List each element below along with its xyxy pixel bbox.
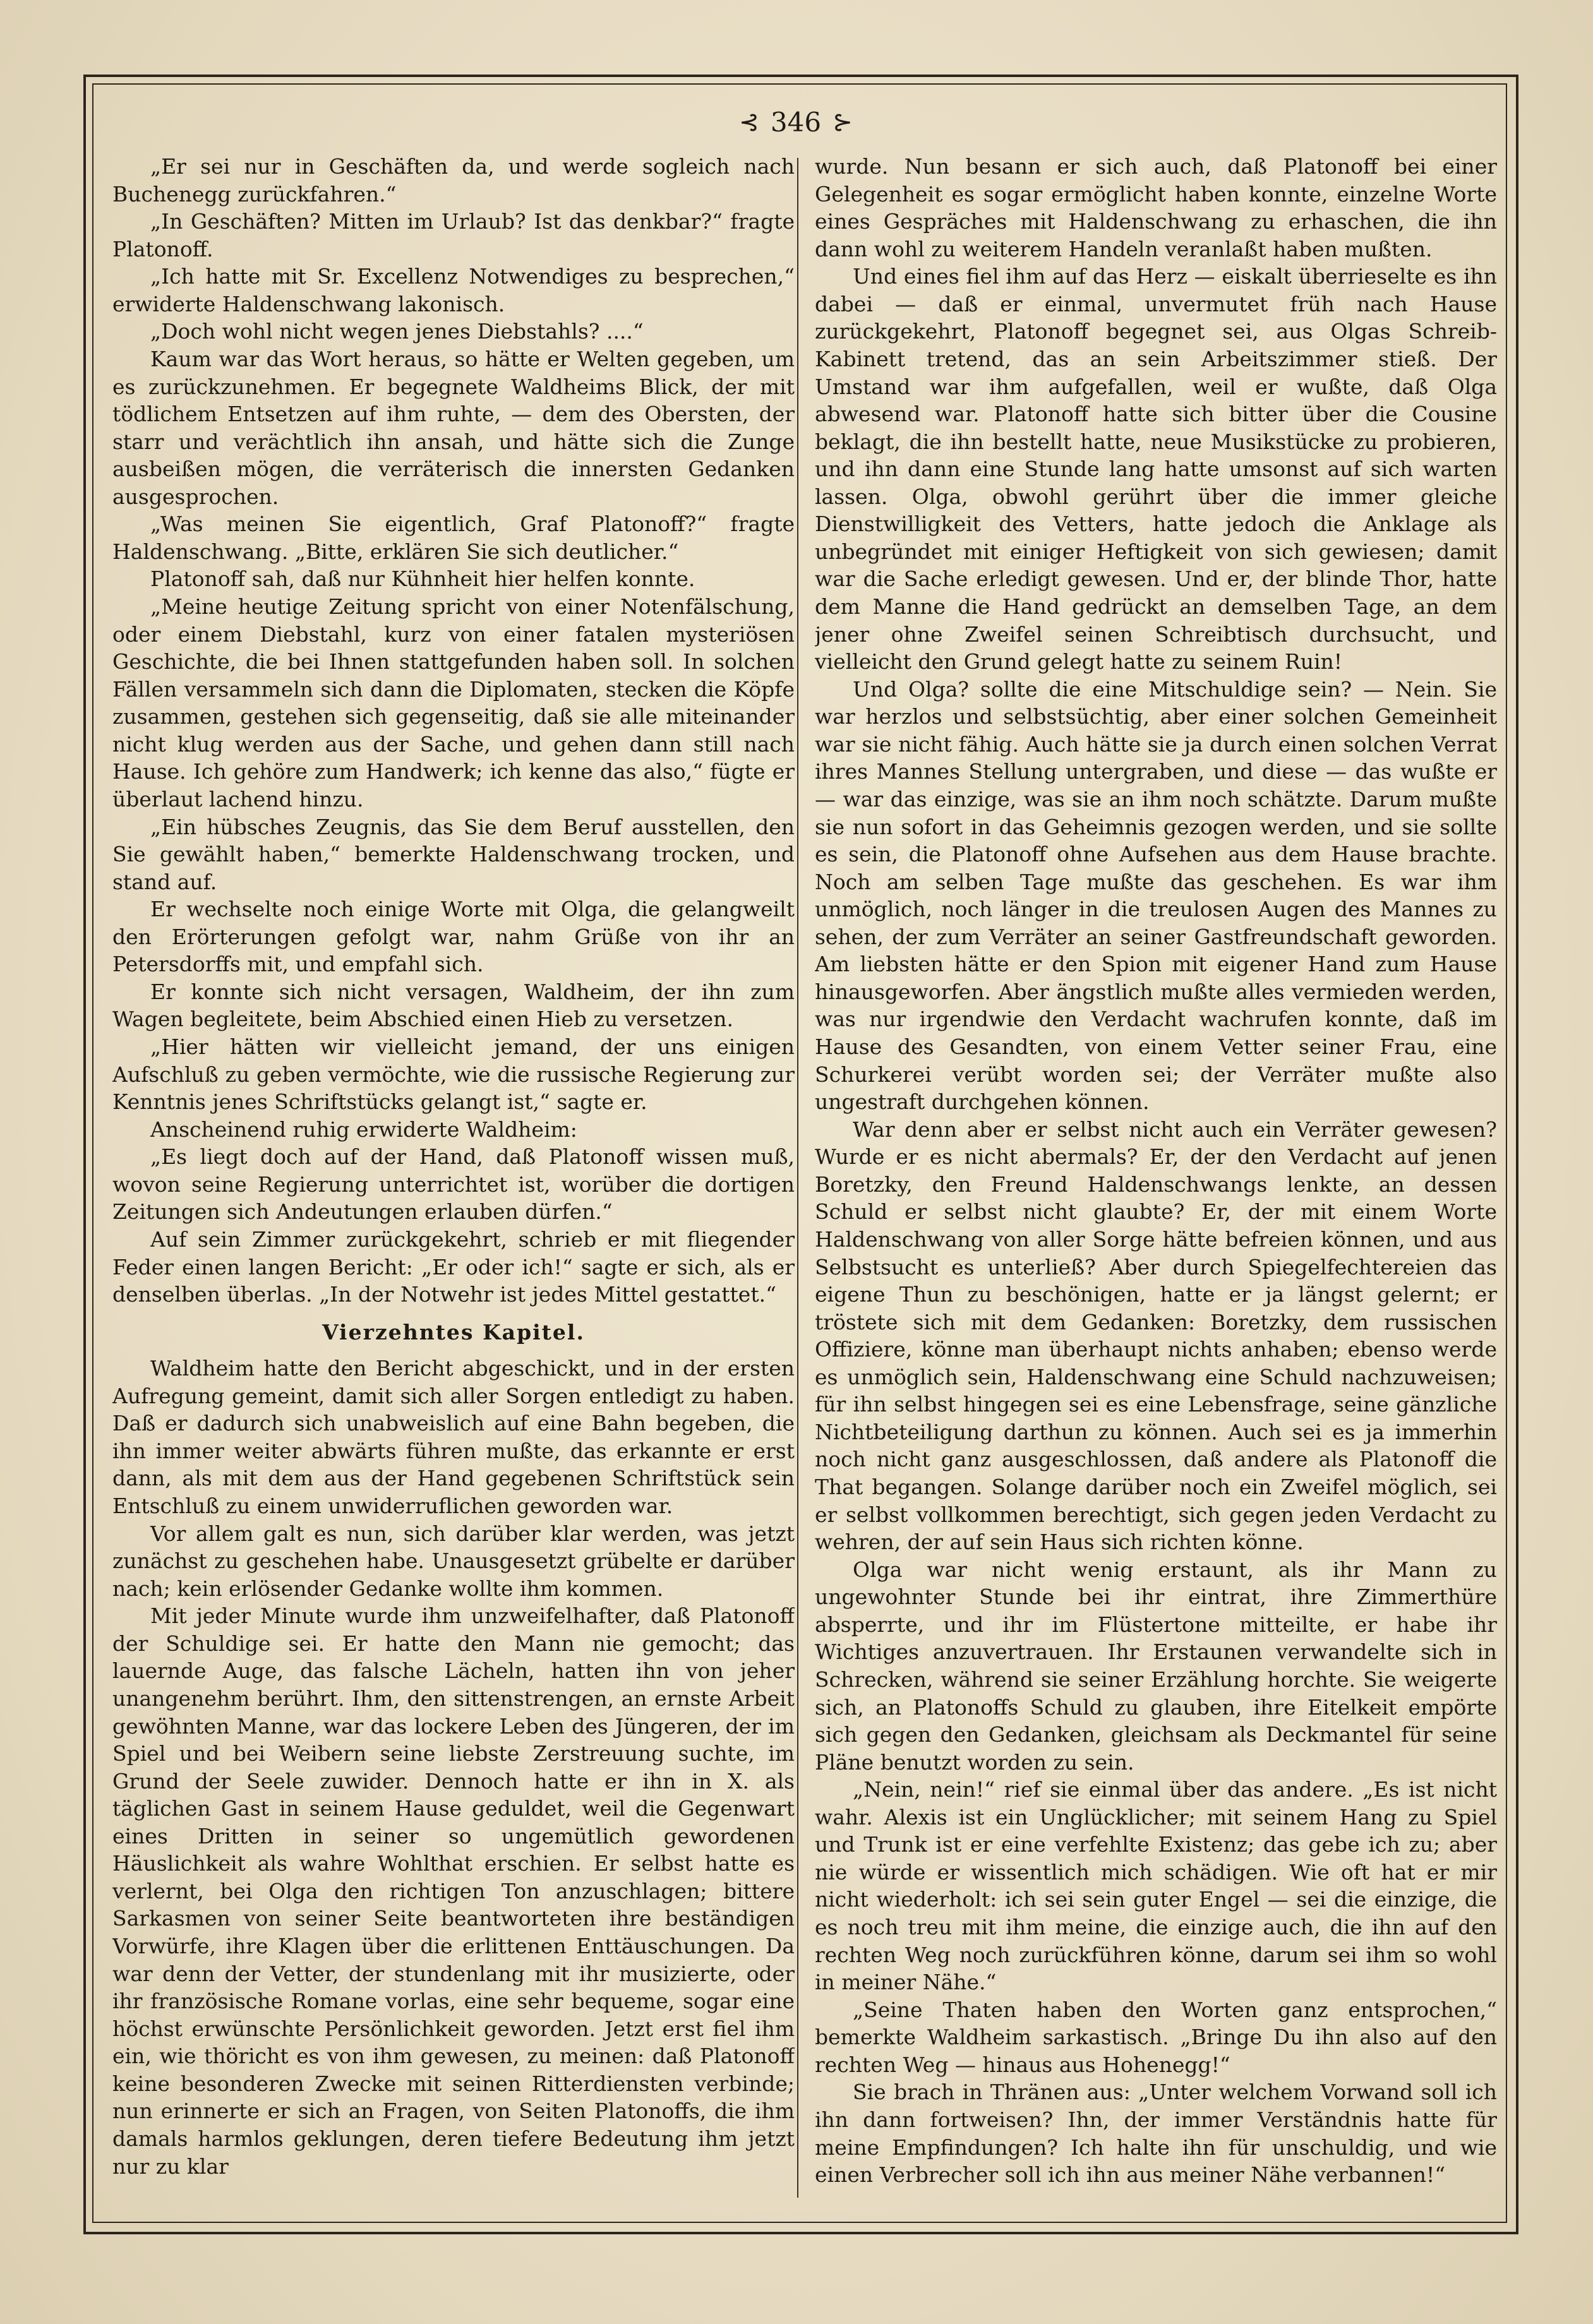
paragraph: Sie brach in Thränen aus: „Unter welchem Vorwand soll ich ihn dann fortweisen? Ihn, der immer Verständnis hatte für meine Empfindungen? Ich halte ihn für unschuldig, und wie einen Verbrecher soll ich ihn aus meiner Nähe verbannen!“ xyxy=(815,2080,1497,2188)
paragraph: wurde. Nun besann er sich auch, daß Platonoff bei einer Gelegenheit es sogar ermöglicht haben konnte, einzelne Worte eines Gespräches mit Haldenschwang zu erhaschen, die ihn dann wohl zu weiterem Handeln veranlaßt haben mußten. xyxy=(815,154,1497,261)
paragraph: Vor allem galt es nun, sich darüber klar werden, was jetzt zunächst zu geschehen habe. Unausgesetzt grübelte er darüber nach; kein erlösender Gedanke wollte ihm kommen. xyxy=(112,1521,795,1601)
paragraph: Platonoff sah, daß nur Kühnheit hier helfen konnte. xyxy=(150,566,695,592)
paragraph: „Hier hätten wir vielleicht jemand, der uns einigen Aufschluß zu geben vermöchte, wie die russische Regierung zur Kenntnis jenes Schriftstücks gelangt ist,“ sagte er. xyxy=(112,1034,795,1115)
ornament-right-icon: ⊱ xyxy=(833,108,853,136)
paragraph: Er wechselte noch einige Worte mit Olga, die gelangweilt den Erörterungen gefolgt war, nahm Grüße von ihr an Petersdorffs mit, und empfahl sich. xyxy=(112,897,795,977)
column-divider xyxy=(797,158,798,2198)
paragraph: „Was meinen Sie eigentlich, Graf Platonoff?“ fragte Haldenschwang. „Bitte, erklären Sie sich deutlicher.“ xyxy=(112,512,795,564)
paragraph: Und Olga? sollte die eine Mitschuldige sein? — Nein. Sie war herzlos und selbstsüchtig, aber einer solchen Gemeinheit war sie nicht fähig. Auch hätte sie ja durch einen solchen Verrat ihres Mannes Stellung untergraben, und diese — das wußte er — war das einzige, was sie an ihm noch schätzte. Darum mußte sie nun sofort in das Geheimnis gezogen werden, und sie sollte es sein, die Platonoff ohne Aufsehen aus dem Hause brachte. Noch am selben Tage mußte das geschehen. Es war ihm unmöglich, noch länger in die treulosen Augen des Mannes zu sehen, der zum Verräter an seiner Gastfreundschaft geworden. Am liebsten hätte er den Spion mit eigener Hand zum Hause hinausgeworfen. Aber ängstlich mußte alles vermieden werden, was nur irgendwie den Verdacht wachrufen konnte, daß im Hause des Gesandten, von einem Vetter seiner Frau, eine Schurkerei verübt worden sei; der Verräter mußte also ungestraft durchgehen können. xyxy=(815,676,1497,1115)
paragraph: „Nein, nein!“ rief sie einmal über das andere. „Es ist nicht wahr. Alexis ist ein Unglücklicher; mit seinem Hang zu Spiel und Trunk ist er eine verfehlte Existenz; das gebe ich zu; aber nie würde er wissentlich mich schädigen. Wie oft hat er mir nicht wiederholt: ich sei sein guter Engel — sei die einzige, die es noch treu mit ihm meine, die einzige auch, die ihn auf den rechten Weg noch zurückführen könne, darum sei ihm so wohl in meiner Nähe.“ xyxy=(815,1777,1497,1995)
paragraph: „Ich hatte mit Sr. Excellenz Notwendiges zu besprechen,“ erwiderte Haldenschwang lakonisch. xyxy=(112,264,795,316)
paragraph: War denn aber er selbst nicht auch ein Verräter gewesen? Wurde er es nicht abermals? Er, der den Verdacht auf jenen Boretzky, den Freund Haldenschwangs lenkte, an dessen Schuld er selbst nicht glaubte? Er, der mit einem Worte Haldenschwang von aller Sorge hätte befreien können, und aus Selbstsucht es unterließ? Aber durch Spiegelfechtereien das eigene Thun zu beschönigen, hatte er ja längst gelernt; er tröstete sich mit dem Gedanken: Boretzky, dem russischen Offiziere, könne man überhaupt nichts anhaben; ebenso werde es unmöglich sein, Haldenschwang eine Schuld nachzuweisen; für ihn selbst hingegen sei es eine Lebensfrage, seine gänzliche Nichtbeteiligung darthun zu können. Auch sei es ja immerhin noch nicht ganz ausgeschlossen, daß andere als Platonoff die That begangen. Solange darüber noch ein Zweifel möglich, sei er selbst vollkommen berechtigt, sich gegen jeden Verdacht zu wehren, der auf sein Haus sich richten könne. xyxy=(815,1117,1497,1555)
paragraph: Kaum war das Wort heraus, so hätte er Welten gegeben, um es zurückzunehmen. Er begegnete Waldheims Blick, der mit tödlichem Entsetzen auf ihm ruhte, — dem des Obersten, der starr und verächtlich ihn ansah, und hätte sich die Zunge ausbeißen mögen, die verräterisch die innersten Gedanken ausgesprochen. xyxy=(112,346,795,509)
page-number-header xyxy=(714,100,878,144)
paragraph: Olga war nicht wenig erstaunt, als ihr Mann zu ungewohnter Stunde bei ihr eintrat, ihre Zimmerthüre absperrte, und ihr im Flüstertone mitteilte, er habe ihr Wichtiges anzuvertrauen. Ihr Erstaunen verwandelte sich in Schrecken, während sie seiner Erzählung horchte. Sie weigerte sich, an Platonoffs Schuld zu glauben, ihre Eitelkeit empörte sich gegen den Gedanken, gleichsam als Deckmantel für seine Pläne benutzt worden zu sein. xyxy=(815,1557,1497,1775)
paragraph: „Ein hübsches Zeugnis, das Sie dem Beruf ausstellen, den Sie gewählt haben,“ bemerkte Haldenschwang trocken, und stand auf. xyxy=(112,814,795,894)
paragraph: „Doch wohl nicht wegen jenes Diebstahls? ....“ xyxy=(150,319,644,344)
paragraph: „Meine heutige Zeitung spricht von einer Notenfälschung, oder einem Diebstahl, kurz von einer fatalen mysteriösen Geschichte, die bei Ihnen stattgefunden haben soll. In solchen Fällen versammeln sich dann die Diplomaten, stecken die Köpfe zusammen, gestehen sich gegenseitig, daß sie alle miteinander nicht klug werden aus der Sache, und gehen dann still nach Hause. Ich gehöre zum Handwerk; ich kenne das also,“ fügte er überlaut lachend hinzu. xyxy=(112,594,795,812)
ornament-left-icon: ⊰ xyxy=(739,108,759,136)
paragraph: Und eines fiel ihm auf das Herz — eiskalt überrieselte es ihn dabei — daß er einmal, unvermutet früh nach Hause zurückgekehrt, Platonoff begegnet sei, aus Olgas Schreib-Kabinett tretend, das an sein Arbeitszimmer stieß. Der Umstand war ihm aufgefallen, weil er wußte, daß Olga abwesend war. Platonoff hatte sich bitter über die Cousine beklagt, die ihn bestellt hatte, neue Musikstücke zu probieren, und ihn dann eine Stunde lang hatte umsonst auf sich warten lassen. Olga, obwohl gerührt über die immer gleiche Dienstwilligkeit des Vetters, hatte jedoch die Anklage als unbegründet mit einiger Heftigkeit von sich gewiesen; damit war die Sache erledigt gewesen. Und er, der blinde Thor, hatte dem Manne die Hand gedrückt an demselben Tage, an dem jener ohne Zweifel seinen Schreibtisch durchsucht, und vielleicht den Grund gelegt hatte zu seinem Ruin! xyxy=(815,264,1497,674)
paragraph: Er konnte sich nicht versagen, Waldheim, der ihn zum Wagen begleitete, beim Abschied einen Hieb zu versetzen. xyxy=(112,979,795,1032)
paragraph: „Er sei nur in Geschäften da, und werde sogleich nach Buchenegg zurückfahren.“ xyxy=(112,154,795,207)
paragraph: Mit jeder Minute wurde ihm unzweifelhafter, daß Platonoff der Schuldige sei. Er hatte den Mann nie gemocht; das lauernde Auge, das falsche Lächeln, hatten ihn von jeher unangenehm berührt. Ihm, den sittenstrengen, an ernste Arbeit gewöhnten Manne, war das lockere Leben des Jüngeren, der im Spiel und bei Weibern seine liebste Zerstreuung suchte, im Grund der Seele zuwider. Dennoch hatte er ihn in X. als täglichen Gast in seinem Hause geduldet, weil die Gegenwart eines Dritten in seiner so ungemütlich gewordenen Häuslichkeit als wahre Wohlthat erschien. Er selbst hatte es verlernt, bei Olga den richtigen Ton anzuschlagen; bittere Sarkasmen von seiner Seite beantworteten ihre beständigen Vorwürfe, ihre Klagen über die erlittenen Enttäuschungen. Da war denn der Vetter, der stundenlang mit ihr musizierte, oder ihr französische Romane vorlas, eine sehr bequeme, sogar eine höchst erwünschte Persönlichkeit geworden. Jetzt erst fiel ihm ein, wie thöricht es von ihm gewesen, zu meinen: daß Platonoff keine besonderen Zwecke mit seinen Ritterdiensten verbinde; nun erinnerte er sich an Fragen, von Seiten Platonoffs, die ihm damals harmlos geklungen, deren tiefere Bedeutung ihm jetzt nur zu klar xyxy=(112,1603,795,2179)
paragraph: Waldheim hatte den Bericht abgeschickt, und in der ersten Aufregung gemeint, damit sich aller Sorgen entledigt zu haben. Daß er dadurch sich unabweislich auf eine Bahn begeben, die ihn immer weiter abwärts führen mußte, das erkannte er erst dann, als mit dem aus der Hand gegebenen Schriftstück sein Entschluß zu einem unwiderruflichen geworden war. xyxy=(112,1356,795,1518)
paragraph: „Seine Thaten haben den Worten ganz entsprochen,“ bemerkte Waldheim sarkastisch. „Bringe Du ihn also auf den rechten Weg — hinaus aus Hohenegg!“ xyxy=(815,1997,1497,2077)
paragraph: Anscheinend ruhig erwiderte Waldheim: xyxy=(150,1117,577,1142)
left-column xyxy=(112,153,795,2199)
right-column xyxy=(815,153,1497,2199)
paragraph: „Es liegt doch auf der Hand, daß Platonoff wissen muß, wovon seine Regierung unterrichtet ist, worüber die dortigen Zeitungen sich Andeutungen erlauben dürfen.“ xyxy=(112,1144,795,1225)
paragraph: „In Geschäften? Mitten im Urlaub? Ist das denkbar?“ fragte Platonoff. xyxy=(112,209,795,261)
page-number: 346 xyxy=(770,106,822,138)
paragraph: Auf sein Zimmer zurückgekehrt, schrieb er mit fliegender Feder einen langen Bericht: „Er oder ich!“ sagte er sich, als er denselben überlas. „In der Notwehr ist jedes Mittel gestattet.“ xyxy=(112,1226,795,1307)
chapter-heading: Vierzehntes Kapitel. xyxy=(322,1319,585,1345)
